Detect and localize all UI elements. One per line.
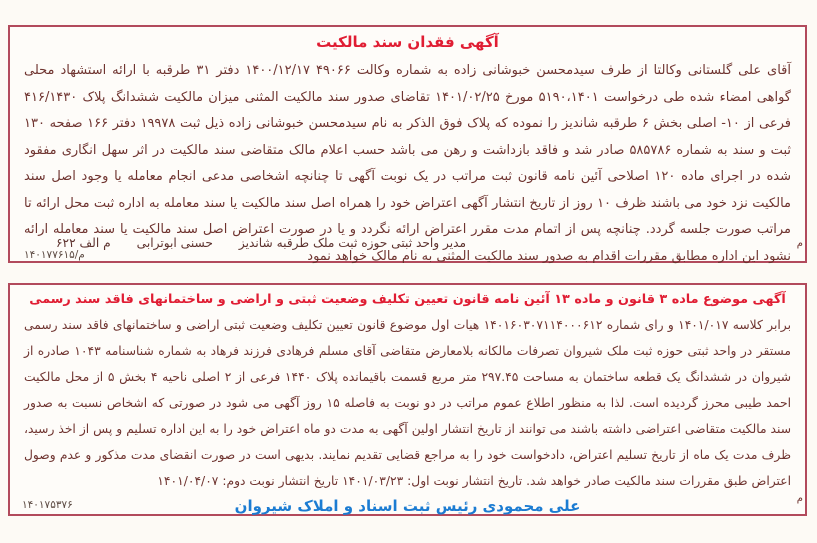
notice-lost-deed-title: آگهی فقدان سند مالکیت <box>316 33 499 51</box>
notice-lost-deed-signature-row <box>56 236 466 250</box>
notice-article3-body: برابر کلاسه ۱۴۰۱/۰۱۷ و رای شماره ۱۴۰۱۶۰۳۰۷۱۱۴۰۰۰۶۱۲ هیات اول موضوع قانون تعیین تکلیف وضعیت ثبتی اراضی و ساختمانهای فاقد سند رسمی مستقر در واحد ثبتی حوزه ثبت ملک شیروان تصرفات مالکانه بلامعارض متقاضی آقای مسلم فرهادی فرزند فرهاد به شماره شناسنامه ۱۰۴۳ صادره از شیروان در ششدانگ یک قطعه ساختمان به مساحت ۲۹۷.۴۵ متر مربع قسمت باقیمانده پلاک ۱۴۴۰ فرعی از ۲ اصلی ناحیه ۴ بخش ۵ از محل مالکیت احمد طیبی محرز گردیده است. لذا به منظور اطلاع عموم مراتب در دو نوبت به فاصله ۱۵ روز آگهی می شود در صورتی که اشخاص نسبت به صدور سند مالکیت متقاضی اعتراضی داشته باشند می توانند از تاریخ انتشار اولین آگهی به مدت دو ماه اعتراض خود را به این اداره تسلیم و پس از اخذ رسید، ظرف مدت یک ماه از تاریخ تسلیم اعتراض، دادخواست خود را به مراجع قضایی تقدیم نمایند. بدیهی است در صورت انقضای مدت مذکور و عدم وصول اعتراض طبق مقررات سند مالکیت صادر خواهد شد. تاریخ انتشار نوبت اول: ۱۴۰۱/۰۳/۲۳ تاریخ انتشار نوبت دوم: ۱۴۰۱/۰۴/۰۷ <box>24 318 792 488</box>
notice-article3-signature: علی محمودی رئیس ثبت اسناد و املاک شیروان <box>234 497 581 515</box>
notice-article3-title: آگهی موضوع ماده ۳ قانون و ماده ۱۳ آئین نامه قانون تعیین تکلیف وضعیت ثبتی و اراضی و ساختمانهای فاقد سند رسمی <box>29 292 786 307</box>
notice-article3-edge-mark: م <box>796 493 803 504</box>
notice-article3-ref-number: ۱۴۰۱۷۵۳۷۶ <box>22 499 73 511</box>
notice-article3-box <box>8 283 807 516</box>
notice-lost-deed-box <box>8 25 807 263</box>
notice-lost-deed-ref-number: م/۱۴۰۱۷۷۶۱۵ <box>24 249 85 261</box>
notice-lost-deed-body: آقای علی گلستانی وکالتا از طرف سیدمحسن خبوشانی زاده به شماره وکالت ۴۹۰۶۶ ۱۴۰۰/۱۲/۱۷ دفتر ۳۱ طرقبه با ارائه استشهاد محلی گواهی امضاء شده طی درخواست ۵۱۹۰،۱۴۰۱ مورخ ۱۴۰۱/۰۲/۲۵ تقاضای صدور سند مالکیت المثنی میزان مالکیت ششدانگ پلاک ۴۱۶/۱۴۳۰ فرعی از ۱۰- اصلی بخش ۶ طرقبه شاندیز را نموده که پلاک فوق الذکر به نام سیدمحسن خبوشانی زاده ذیل ثبت ۱۹۹۷۸ دفتر ۱۶۶ صفحه ۱۳۰ ثبت و سند به شماره ۵۸۵۷۸۶ صادر شد و فاقد بازداشت و رهن می باشد حسب اعلام مالک متقاضی سند مالکیت در اثر سهل انگاری مفقود شده در اجرای ماده ۱۲۰ اصلاحی آئین نامه قانون ثبت مراتب در یک نوبت آگهی تا چنانچه اشخاصی مدعی انجام معامله یا وجود اصل سند مالکیت نزد خود می باشند ظرف ۱۰ روز از تاریخ انتشار آگهی اعتراض خود را همراه اصل سند مالکیت یا سند معامله به اداره ثبت محل ارائه تا مراتب صورت جلسه گردد. چنانچه پس از اتمام مدت مقرر اعتراض ارائه نگردد و یا در صورت اعتراض اصل سند مالکیت یا سند معامله ارائه نشود این اداره مطابق مقررات اقدام به صدور سند مالکیت المثنی به نام مالک خواهد نمود <box>24 63 791 264</box>
signatory-role: مدیر واحد ثبتی حوزه ثبت ملک طرقبه شاندیز <box>238 236 467 250</box>
signatory-name: حسنی ابوترابی <box>136 236 213 250</box>
ad-number: م الف ۶۲۲ <box>56 236 111 250</box>
notice-lost-deed-edge-mark: م <box>796 238 803 249</box>
